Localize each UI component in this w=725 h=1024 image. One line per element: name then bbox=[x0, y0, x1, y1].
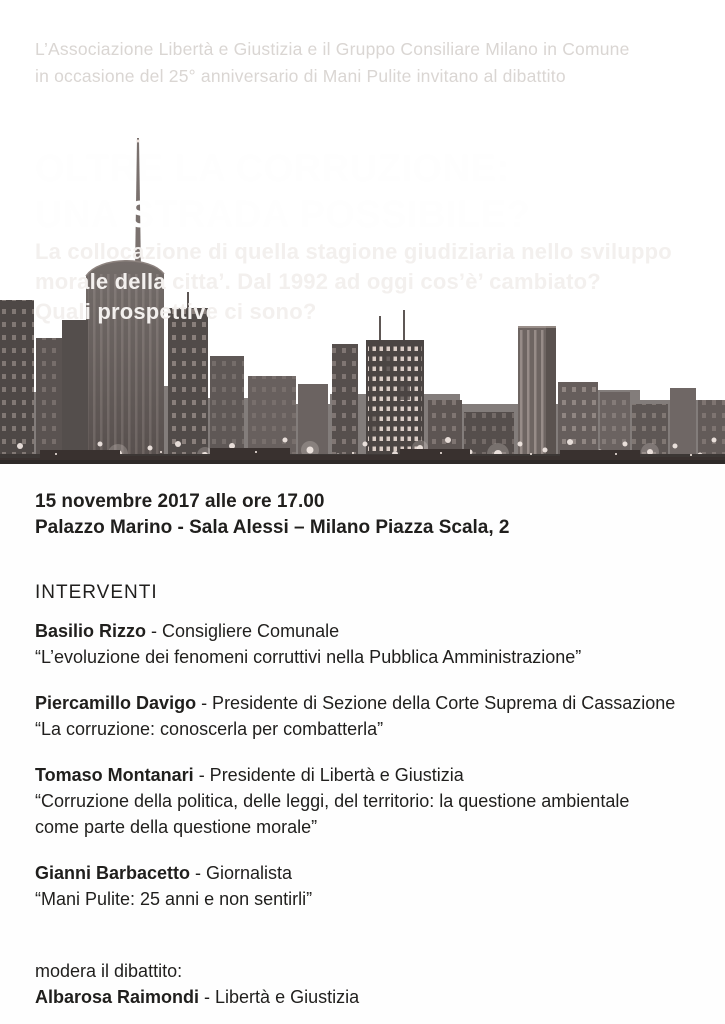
speakers-list bbox=[35, 618, 725, 912]
event-subtitle bbox=[35, 237, 672, 327]
event-venue: Palazzo Marino - Sala Alessi – Milano Piazza Scala, 2 bbox=[35, 517, 510, 538]
speaker-role: - Consigliere Comunale bbox=[146, 621, 340, 641]
when-where bbox=[35, 489, 725, 541]
speaker-talk-title: “La corruzione: conoscerla per combatterla” bbox=[35, 719, 384, 739]
speaker-talk-title: “L’evoluzione dei fenomeni corruttivi nella Pubblica Amministrazione” bbox=[35, 647, 582, 667]
moderator-role: - Libertà e Giustizia bbox=[199, 987, 360, 1007]
speakers-heading: INTERVENTI bbox=[35, 582, 158, 603]
speaker-entry bbox=[35, 860, 725, 912]
speaker-role: - Presidente di Sezione della Corte Suprema di Cassazione bbox=[196, 693, 676, 713]
speaker-name-role bbox=[35, 690, 725, 716]
moderator-block bbox=[35, 958, 725, 1010]
speaker-name-role bbox=[35, 618, 725, 644]
event-details-section bbox=[0, 464, 725, 1024]
speaker-talk-title: “Corruzione della politica, delle leggi, del territorio: la questione ambientale bbox=[35, 791, 630, 811]
speaker-name-role bbox=[35, 762, 725, 788]
event-title-line1: OLTRE LA CORRUZIONE: bbox=[35, 148, 510, 190]
organizer-intro bbox=[35, 36, 630, 90]
speaker-entry bbox=[35, 762, 725, 840]
event-title bbox=[35, 146, 530, 238]
moderator-name: Albarosa Raimondi bbox=[35, 987, 200, 1007]
hero-photo bbox=[0, 0, 725, 464]
moderator-name-role bbox=[35, 984, 725, 1010]
organizer-intro-line2: in occasione del 25° anniversario di Mani Pulite invitano al dibattito bbox=[35, 66, 566, 86]
speaker-talk-title: “Mani Pulite: 25 anni e non sentirli” bbox=[35, 889, 313, 909]
event-datetime: 15 novembre 2017 alle ore 17.00 bbox=[35, 491, 325, 512]
speaker-entry bbox=[35, 690, 725, 742]
organizer-intro-line1: L’Associazione Libertà e Giustizia e il Gruppo Consiliare Milano in Comune bbox=[35, 39, 630, 59]
speaker-name-role bbox=[35, 860, 725, 886]
speaker-name: Gianni Barbacetto bbox=[35, 863, 191, 883]
speaker-name: Tomaso Montanari bbox=[35, 765, 194, 785]
speaker-name: Piercamillo Davigo bbox=[35, 693, 197, 713]
moderator-label: modera il dibattito: bbox=[35, 961, 183, 981]
event-subtitle-line2: morale della citta’. Dal 1992 ad oggi cos’è’ cambiato? bbox=[35, 269, 601, 294]
event-subtitle-line3: Quali prospettive ci sono? bbox=[35, 299, 317, 324]
speaker-talk-title-line2: come parte della questione morale” bbox=[35, 817, 318, 837]
speaker-role: - Giornalista bbox=[190, 863, 293, 883]
event-title-line2: UNA STRADA POSSIBILE? bbox=[35, 194, 531, 236]
event-subtitle-line1: La collocazione di quella stagione giudiziaria nello sviluppo bbox=[35, 239, 672, 264]
speaker-entry bbox=[35, 618, 725, 670]
speaker-name: Basilio Rizzo bbox=[35, 621, 147, 641]
speaker-role: - Presidente di Libertà e Giustizia bbox=[193, 765, 464, 785]
